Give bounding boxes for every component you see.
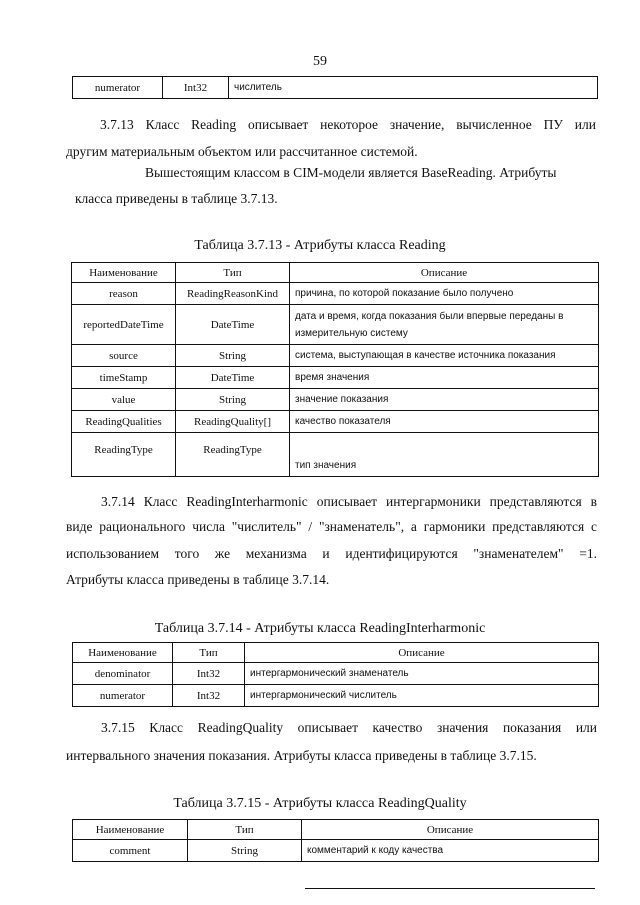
cell-desc: тип значения	[290, 433, 599, 477]
table-3713-caption: Таблица 3.7.13 - Атрибуты класса Reading	[194, 238, 446, 253]
cell-desc: система, выступающая в качестве источника показания	[290, 345, 599, 367]
cell-name: comment	[73, 840, 188, 862]
cell-desc: качество показателя	[290, 411, 599, 433]
table-row	[72, 433, 599, 477]
cell-name: source	[72, 345, 176, 367]
cell-type: Int32	[163, 77, 229, 99]
table-row	[72, 367, 599, 389]
continued-table	[72, 76, 598, 99]
cell-type: String	[176, 389, 290, 411]
table-row	[73, 840, 599, 862]
cell-desc: интергармонический знаменатель	[245, 663, 599, 685]
column-header: Наименование	[72, 263, 176, 283]
cell-name: value	[72, 389, 176, 411]
table-3715-caption: Таблица 3.7.15 - Атрибуты класса ReadingQuality	[173, 796, 467, 811]
cell-type: ReadingQuality[]	[176, 411, 290, 433]
paragraph-3714-line1: 3.7.14 Класс ReadingInterharmonic описывает интергармоники представляются в	[101, 494, 597, 509]
cell-name: ReadingQualities	[72, 411, 176, 433]
column-header: Описание	[245, 643, 599, 663]
table-header-row	[73, 820, 599, 840]
column-header: Тип	[173, 643, 245, 663]
paragraph-3714-line3: использованием того же механизма и идентифицируются "знаменателем" =1.	[66, 546, 597, 561]
paragraph-3715-line2: интервального значения показания. Атрибуты класса приведены в таблице 3.7.15.	[66, 748, 537, 763]
page-number: 59	[313, 54, 327, 69]
table-row	[72, 411, 599, 433]
column-header: Наименование	[73, 820, 188, 840]
cell-type: String	[176, 345, 290, 367]
cell-desc: значение показания	[290, 389, 599, 411]
cell-name: numerator	[73, 77, 163, 99]
paragraph-3713-line3: Вышестоящим классом в CIM-модели является BaseReading. Атрибуты	[145, 165, 557, 180]
cell-name: reportedDateTime	[72, 305, 176, 345]
table-header-row	[72, 263, 599, 283]
cell-name: ReadingType	[72, 433, 176, 477]
cell-name: numerator	[73, 685, 173, 707]
cell-type: Int32	[173, 685, 245, 707]
table-row	[72, 389, 599, 411]
table-row	[72, 283, 599, 305]
cell-name: timeStamp	[72, 367, 176, 389]
column-header: Тип	[176, 263, 290, 283]
cell-name: denominator	[73, 663, 173, 685]
bottom-divider	[305, 888, 595, 889]
paragraph-3714-line2: виде рационального числа "числитель" / "знаменатель", а гармоники представляются с	[66, 519, 597, 534]
table-3714-caption: Таблица 3.7.14 - Атрибуты класса ReadingInterharmonic	[154, 621, 486, 636]
table-row	[72, 305, 599, 345]
table-row	[72, 345, 599, 367]
table-3714	[72, 642, 599, 707]
column-header: Описание	[302, 820, 599, 840]
cell-desc: причина, по которой показание было получено	[290, 283, 599, 305]
cell-type: String	[188, 840, 302, 862]
table-row	[73, 77, 598, 99]
cell-desc: дата и время, когда показания были впервые переданы в измерительную систему	[290, 305, 599, 345]
cell-type: Int32	[173, 663, 245, 685]
cell-type: ReadingType	[176, 433, 290, 477]
cell-desc: комментарий к коду качества	[302, 840, 599, 862]
cell-desc: время значения	[290, 367, 599, 389]
paragraph-3714-line4: Атрибуты класса приведены в таблице 3.7.14.	[66, 572, 330, 587]
column-header: Описание	[290, 263, 599, 283]
column-header: Тип	[188, 820, 302, 840]
table-header-row	[73, 643, 599, 663]
table-3715	[72, 819, 599, 862]
table-3713	[71, 262, 599, 477]
table-row	[73, 663, 599, 685]
paragraph-3713-line1: 3.7.13 Класс Reading описывает некоторое значение, вычисленное ПУ или	[100, 117, 596, 132]
cell-type: DateTime	[176, 367, 290, 389]
paragraph-3713-line2: другим материальным объектом или рассчитанное системой.	[66, 144, 418, 159]
paragraph-3713-line4: класса приведены в таблице 3.7.13.	[75, 191, 278, 206]
table-row	[73, 685, 599, 707]
paragraph-3715-line1: 3.7.15 Класс ReadingQuality описывает качество значения показания или	[101, 720, 597, 735]
cell-desc: интергармонический числитель	[245, 685, 599, 707]
cell-name: reason	[72, 283, 176, 305]
column-header: Наименование	[73, 643, 173, 663]
cell-type: DateTime	[176, 305, 290, 345]
cell-desc: числитель	[229, 77, 598, 99]
cell-type: ReadingReasonKind	[176, 283, 290, 305]
